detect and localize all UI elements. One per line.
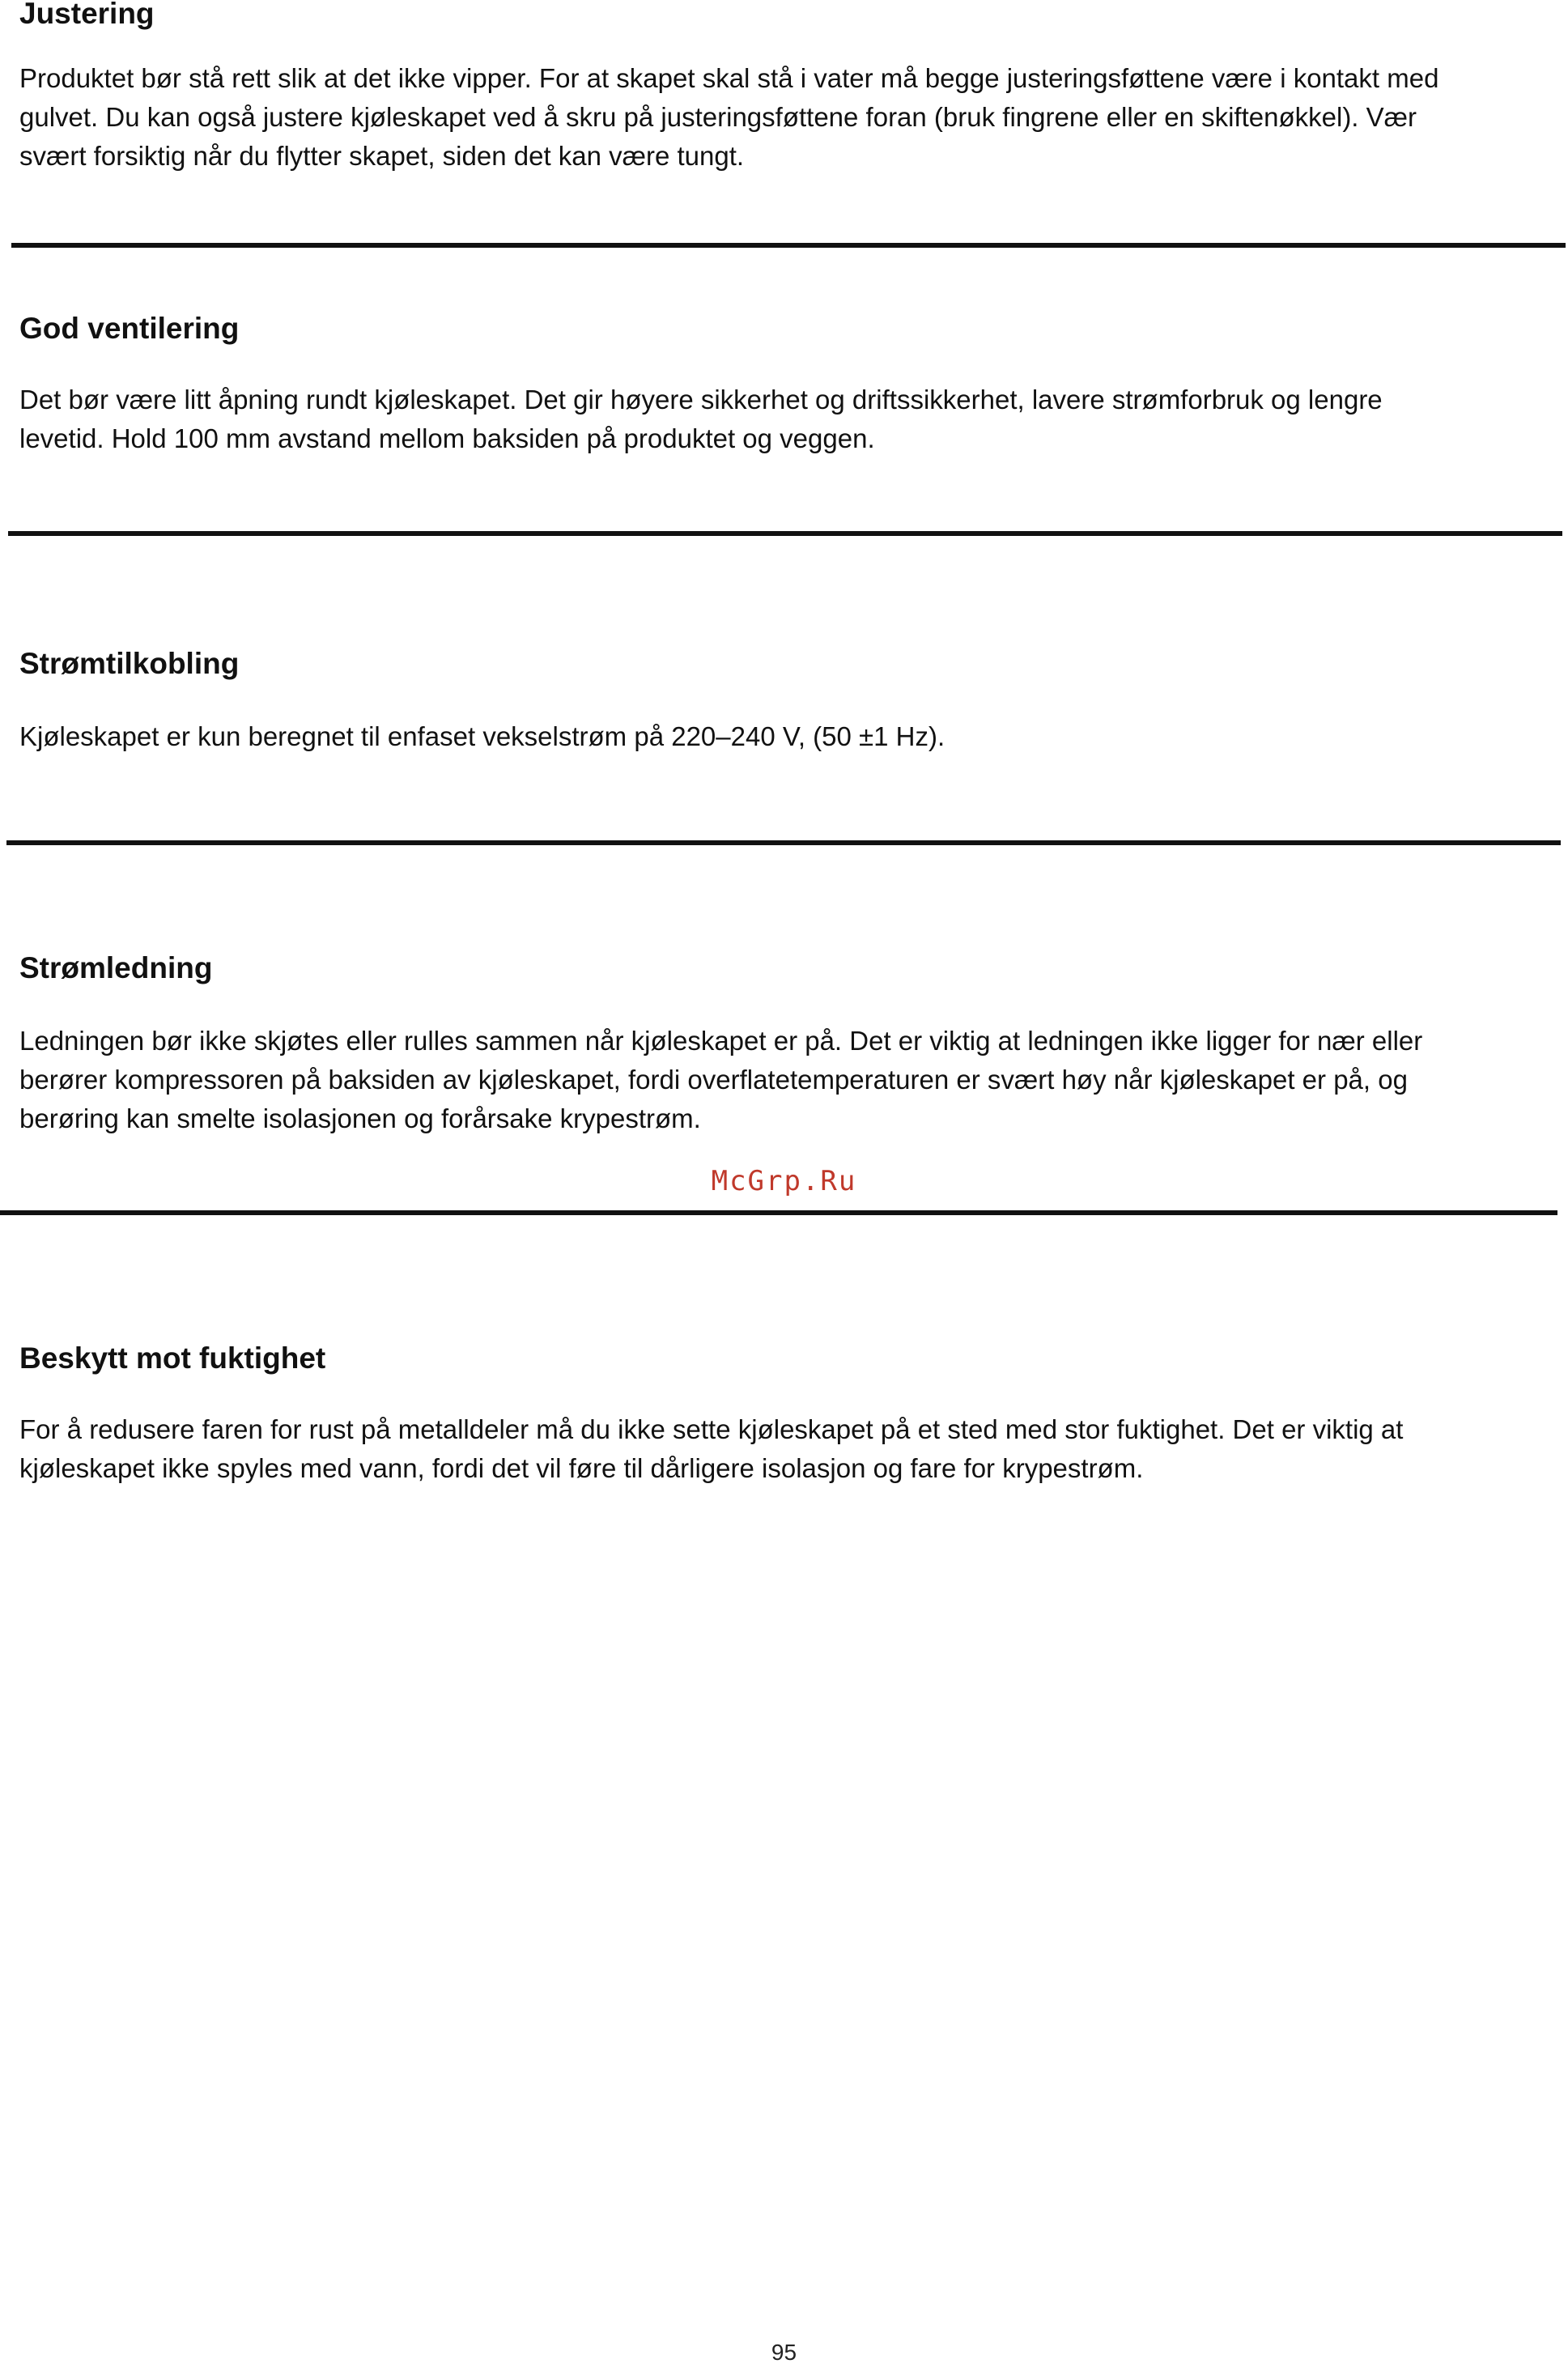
- section-divider: [6, 840, 1561, 845]
- section-body: Ledningen bør ikke skjøtes eller rulles sammen når kjøleskapet er på. Det er viktig at ledningen ikke ligger for nær eller berører kompressoren på baksiden av kjøleskapet, fordi overflatetemperaturen er svært høy når kjøleskapet er på, og berøring kan smelte isolasjonen og forårsake krypestrøm.: [19, 1026, 1423, 1133]
- section-body: Det bør være litt åpning rundt kjøleskapet. Det gir høyere sikkerhet og driftssikkerhet, lavere strømforbruk og lengre levetid. Hold 100 mm avstand mellom baksiden på produktet og veggen.: [19, 385, 1383, 453]
- section-divider: [11, 243, 1566, 248]
- section-divider: [8, 531, 1562, 536]
- section-body: Kjøleskapet er kun beregnet til enfaset vekselstrøm på 220–240 V, (50 ±1 Hz).: [19, 721, 945, 751]
- section-stromtilkobling: [19, 646, 1557, 756]
- section-justering: [19, 0, 1557, 176]
- section-beskytt-mot-fuktighet: [19, 1341, 1557, 1488]
- page-number: 95: [771, 2340, 797, 2365]
- section-stromledning: [19, 950, 1557, 1138]
- section-body: Produktet bør stå rett slik at det ikke vipper. For at skapet skal stå i vater må begge justeringsføttene være i kontakt med gulvet. Du kan også justere kjøleskapet ved å skru på justeringsføttene foran (bruk fingrene eller en skiftenøkkel). Vær svært forsiktig når du flytter skapet, siden det kan være tungt.: [19, 63, 1439, 171]
- section-body: For å redusere faren for rust på metalldeler må du ikke sette kjøleskapet på et sted med stor fuktighet. Det er viktig at kjøleskapet ikke spyles med vann, fordi det vil føre til dårligere isolasjon og fare for krypestrøm.: [19, 1414, 1404, 1483]
- section-heading: Justering: [19, 0, 155, 30]
- section-heading: Beskytt mot fuktighet: [19, 1341, 326, 1375]
- section-heading: Strømtilkobling: [19, 647, 240, 680]
- section-heading: Strømledning: [19, 951, 213, 984]
- section-divider: [0, 1210, 1557, 1215]
- section-god-ventilering: [19, 311, 1557, 458]
- watermark-text: McGrp.Ru: [711, 1165, 857, 1197]
- section-heading: God ventilering: [19, 312, 240, 345]
